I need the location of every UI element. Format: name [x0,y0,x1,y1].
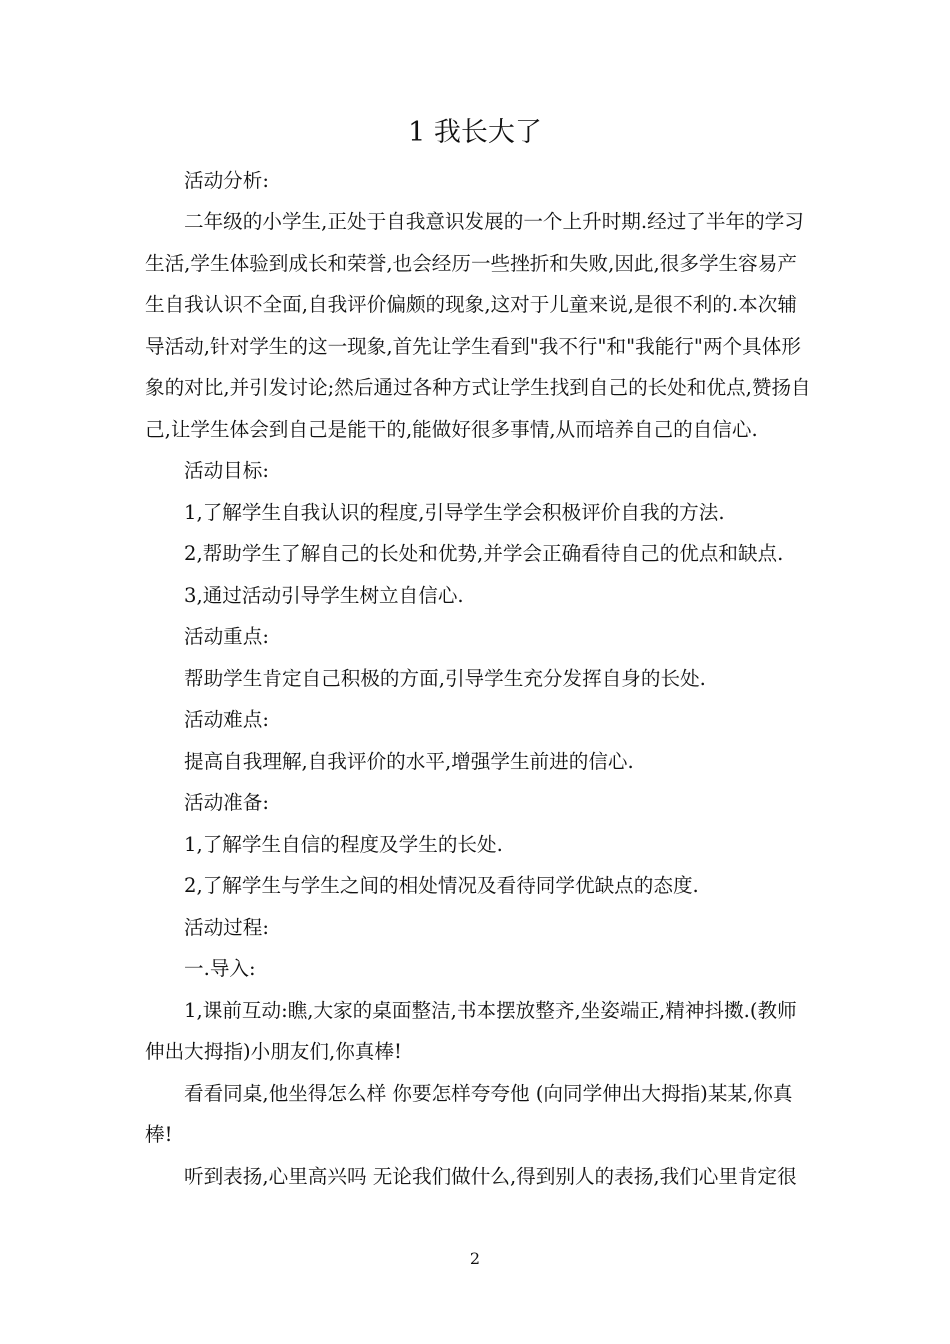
text-line: 生自我认识不全面,自我评价偏颇的现象,这对于儿童来说,是很不利的.本次辅 [145,293,797,316]
text-line: 活动分析: [184,169,269,192]
text-line: 二年级的小学生,正处于自我意识发展的一个上升时期.经过了半年的学习 [184,210,804,233]
text-line: 生活,学生体验到成长和荣誉,也会经历一些挫折和失败,因此,很多学生容易产 [145,252,797,275]
page-number: 2 [469,1249,481,1268]
text-line: 2,帮助学生了解自己的长处和优势,并学会正确看待自己的优点和缺点. [184,542,784,565]
text-line: 活动过程: [184,916,269,939]
text-line: 帮助学生肯定自己积极的方面,引导学生充分发挥自身的长处. [184,667,706,690]
text-line: 活动重点: [184,625,269,648]
text-line: 3,通过活动引导学生树立自信心. [184,584,464,607]
text-line: 听到表扬,心里高兴吗 无论我们做什么,得到别人的表扬,我们心里肯定很 [184,1165,797,1188]
document-title: 1 我长大了 [408,117,542,148]
text-line: 1,课前互动:瞧,大家的桌面整洁,书本摆放整齐,坐姿端正,精神抖擞.(教师 [184,999,797,1022]
text-line: 1,了解学生自我认识的程度,引导学生学会积极评价自我的方法. [184,501,725,524]
text-line: 活动准备: [184,791,269,814]
text-line: 棒! [145,1123,173,1146]
text-line: 己,让学生体会到自己是能干的,能做好很多事情,从而培养自己的自信心. [145,418,758,441]
text-line: 一.导入: [184,957,256,980]
text-line: 伸出大拇指)小朋友们,你真棒! [145,1040,402,1063]
text-line: 活动目标: [184,459,269,482]
text-line: 象的对比,并引发讨论;然后通过各种方式让学生找到自己的长处和优点,赞扬自 [145,376,811,399]
text-line: 1,了解学生自信的程度及学生的长处. [184,833,503,856]
text-line: 2,了解学生与学生之间的相处情况及看待同学优缺点的态度. [184,874,699,897]
text-line: 看看同桌,他坐得怎么样 你要怎样夸夸他 (向同学伸出大拇指)某某,你真 [184,1082,793,1105]
text-line: 导活动,针对学生的这一现象,首先让学生看到"我不行"和"我能行"两个具体形 [145,335,801,358]
text-line: 提高自我理解,自我评价的水平,增强学生前进的信心. [184,750,634,773]
text-line: 活动难点: [184,708,269,731]
